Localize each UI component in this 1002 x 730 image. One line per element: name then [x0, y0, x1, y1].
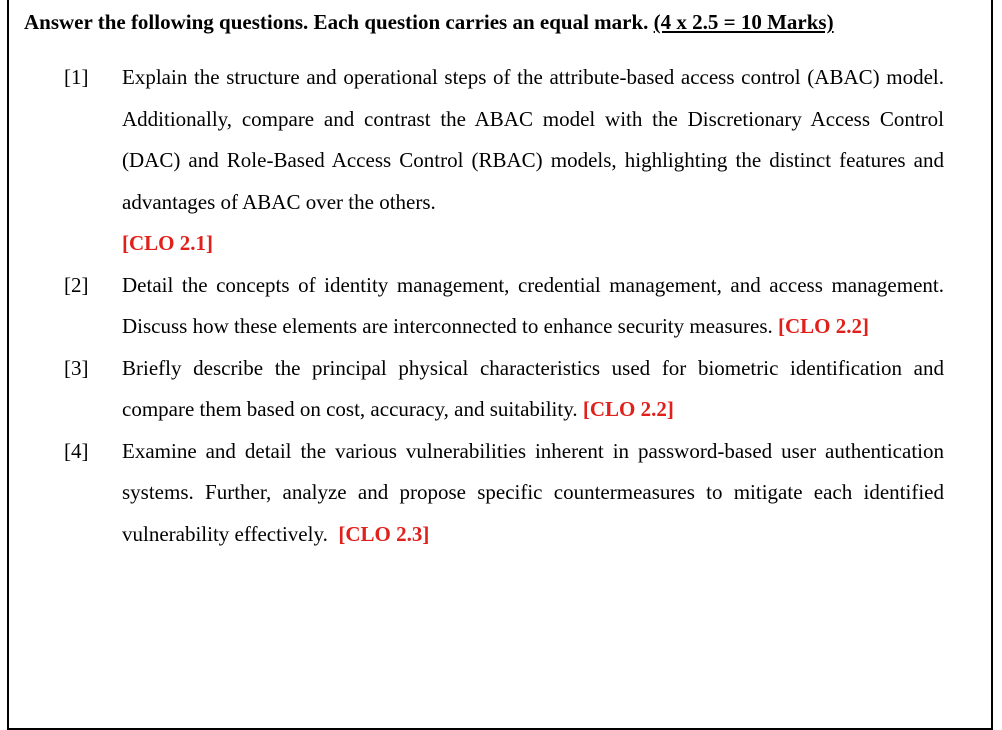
question-text [122, 265, 944, 348]
clo-tag: [CLO 2.1] [122, 231, 213, 255]
clo-tag: [CLO 2.3] [338, 521, 430, 546]
question-1 [64, 57, 944, 265]
question-text [122, 431, 944, 556]
question-number: [2] [64, 272, 89, 297]
question-number: [4] [64, 438, 89, 463]
question-text [122, 57, 944, 265]
question-list [64, 57, 944, 555]
instructions-text: Answer the following questions. Each question carries an equal mark. [24, 10, 649, 34]
question-4 [64, 431, 944, 556]
question-body: Detail the concepts of identity management, credential management, and access management. Discuss how these elements are interconnected to enhance security measures. [122, 272, 944, 338]
question-body: Examine and detail the various vulnerabilities inherent in password-based user authentication systems. Further, analyze and propose specific countermeasures to mitigate each identified vulnerability effectively. [122, 438, 944, 546]
question-body: Explain the structure and operational steps of the attribute-based access control (ABAC) model. Additionally, compare and contrast the ABAC model with the Discretionary Access Control (DAC) and Role-Based Access Control (RBAC) models, highlighting the distinct features and advantages of ABAC over the others. [122, 65, 944, 214]
question-number: [3] [64, 355, 89, 380]
question-text [122, 348, 944, 431]
question-number: [1] [64, 65, 89, 89]
marks-text: (4 x 2.5 = 10 Marks) [653, 10, 834, 34]
instructions-header [24, 10, 834, 35]
clo-tag: [CLO 2.2] [778, 314, 870, 338]
question-2 [64, 265, 944, 348]
question-3 [64, 348, 944, 431]
clo-tag: [CLO 2.2] [582, 397, 674, 421]
question-body: Briefly describe the principal physical characteristics used for biometric identification and compare them based on cost, accuracy, and suitability. [122, 355, 944, 421]
